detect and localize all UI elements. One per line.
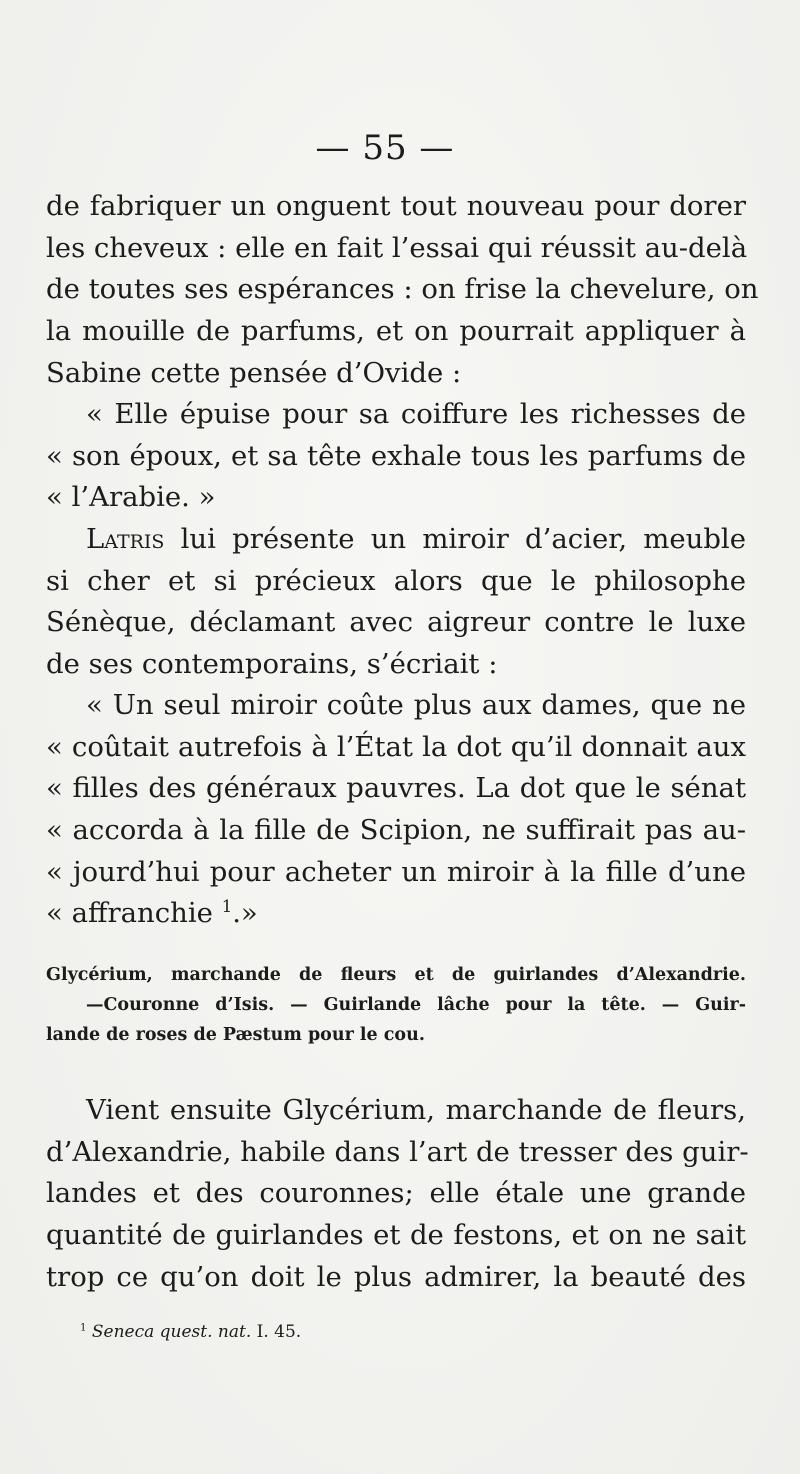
text-fragment: .» [232, 897, 258, 930]
text-line: Sabine cette pensée d’Ovide : [46, 356, 462, 389]
footnote [80, 1322, 301, 1342]
paragraph-2 [46, 519, 746, 686]
text-line: si cher et si précieux alors que le philosophe [46, 564, 746, 597]
paragraph-3 [46, 1090, 749, 1298]
text-fragment: « affranchie [46, 897, 222, 930]
ovid-quote [46, 394, 746, 519]
text-line: Sénèque, déclamant avec aigreur contre le luxe [46, 606, 746, 639]
section-heading [46, 960, 746, 1050]
text-line: quantité de guirlandes et de festons, et on ne sait [46, 1219, 746, 1252]
text-line: la mouille de parfums, et on pourrait appliquer à [46, 315, 746, 348]
text-line: « accorda à la fille de Scipion, ne suffirait pas au- [46, 814, 746, 847]
text-line: « jourd’hui pour acheter un miroir à la fille d’une [46, 855, 746, 888]
text-line: « coûtait autrefois à l’État la dot qu’il donnait aux [46, 730, 746, 763]
heading-line: lande de roses de Pæstum pour le cou. [46, 1025, 425, 1045]
text-line: « son époux, et sa tête exhale tous les parfums de [46, 439, 746, 472]
heading-line: Glycérium, marchande de fleurs et de guirlandes d’Alexandrie. [46, 965, 746, 985]
page-number: — 55 — [315, 128, 455, 168]
text-line [46, 519, 746, 561]
text-fragment: lui présente un miroir d’acier, meuble [164, 523, 746, 555]
text-line [46, 893, 746, 935]
footnote-reference[interactable]: 1 [221, 897, 233, 917]
text-line: landes et des couronnes; elle étale une grande [46, 1177, 746, 1210]
seneca-quote [46, 685, 746, 935]
footnote-marker: 1 [80, 1322, 87, 1334]
text-line: « Elle épuise pour sa coiffure les richesses de [86, 398, 746, 430]
footnote-source: Seneca quest. nat. [91, 1322, 252, 1342]
heading-line: —Couronne d’Isis. — Guirlande lâche pour la tête. — Guir- [86, 995, 746, 1015]
text-line: « filles des généraux pauvres. La dot que le sénat [46, 772, 746, 805]
text-line: « l’Arabie. » [46, 481, 216, 514]
text-line: « Un seul miroir coûte plus aux dames, que ne [86, 689, 746, 721]
text-line: de ses contemporains, s’écriait : [46, 648, 498, 681]
text-line: de toutes ses espérances : on frise la chevelure, on [46, 273, 759, 306]
character-name: Latris [86, 523, 165, 555]
text-line: Vient ensuite Glycérium, marchande de fleurs, [86, 1094, 746, 1126]
text-line: les cheveux : elle en fait l’essai qui réussit au-delà [46, 231, 748, 264]
paragraph-1 [46, 186, 759, 394]
text-line: trop ce qu’on doit le plus admirer, la beauté des [46, 1260, 746, 1293]
footnote-reference-text: I. 45. [256, 1322, 302, 1342]
text-line: de fabriquer un onguent tout nouveau pour dorer [46, 190, 746, 222]
text-line: d’Alexandrie, habile dans l’art de tresser des guir- [46, 1135, 749, 1168]
